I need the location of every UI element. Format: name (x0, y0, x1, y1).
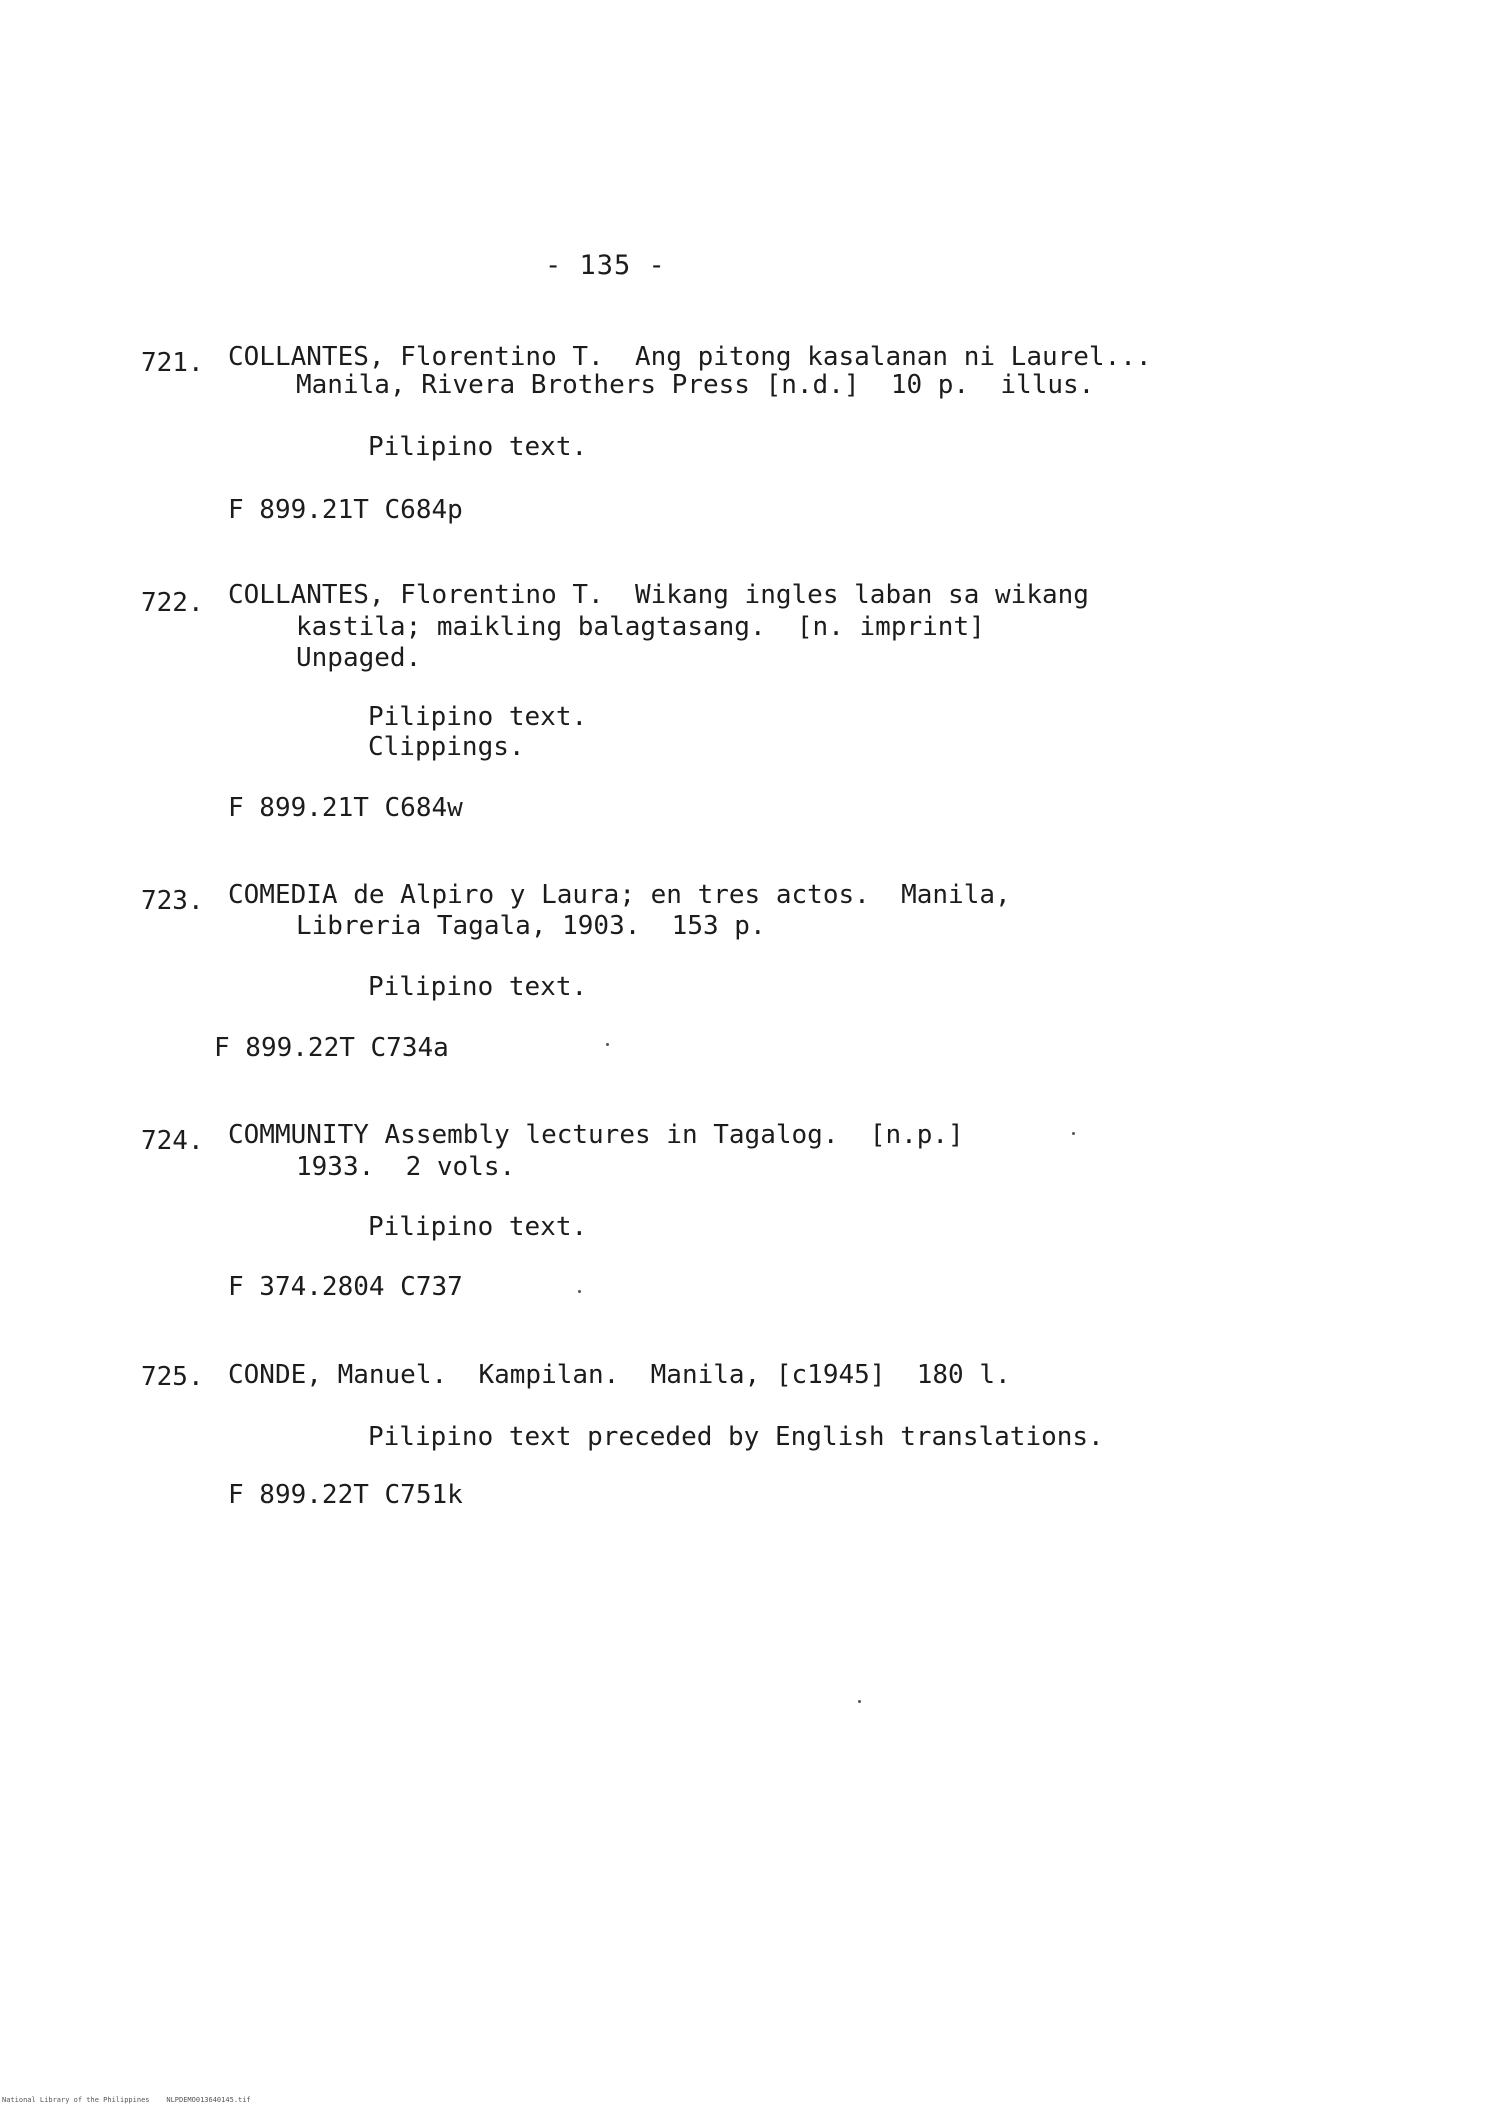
entry-note: Clippings. (368, 732, 525, 762)
entry-line: CONDE, Manuel. Kampilan. Manila, [c1945] 180 l. (228, 1360, 1011, 1390)
entry-line: 1933. 2 vols. (296, 1152, 516, 1182)
entry-line: COMMUNITY Assembly lectures in Tagalog. [n.p.] (228, 1120, 964, 1150)
call-number: F 899.22T C734a (214, 1033, 449, 1063)
entry-note: Pilipino text preceded by English translations. (368, 1422, 1104, 1452)
entry-line: COLLANTES, Florentino T. Wikang ingles laban sa wikang (228, 580, 1089, 610)
entry-number: 723. (141, 886, 204, 916)
call-number: F 899.22T C751k (228, 1480, 463, 1510)
entry-number: 725. (141, 1362, 204, 1392)
scan-speck (858, 1700, 861, 1703)
entry-line: Libreria Tagala, 1903. 153 p. (296, 911, 766, 941)
call-number: F 374.2804 C737 (228, 1272, 463, 1302)
page-number: - 135 - (545, 250, 666, 281)
scan-speck (1072, 1132, 1075, 1135)
entry-line: kastila; maikling balagtasang. [n. imprint] (296, 612, 985, 642)
entry-note: Pilipino text. (368, 1212, 588, 1242)
entry-line: Manila, Rivera Brothers Press [n.d.] 10 p. illus. (296, 370, 1095, 400)
entry-note: Pilipino text. (368, 432, 588, 462)
entry-note: Pilipino text. (368, 702, 588, 732)
entry-number: 721. (141, 348, 204, 378)
entry-number: 722. (141, 588, 204, 618)
entry-number: 724. (141, 1126, 204, 1156)
call-number: F 899.21T C684p (228, 495, 463, 525)
scan-speck (578, 1290, 581, 1293)
entry-note: Pilipino text. (368, 972, 588, 1002)
entry-line: Unpaged. (296, 643, 422, 673)
entry-line: COLLANTES, Florentino T. Ang pitong kasalanan ni Laurel... (228, 342, 1152, 372)
entry-line: COMEDIA de Alpiro y Laura; en tres actos. Manila, (228, 880, 1011, 910)
call-number: F 899.21T C684w (228, 793, 463, 823)
scan-speck (606, 1043, 609, 1046)
scan-footer: National Library of the Philippines NLPDEMO013640145.tif (2, 2096, 251, 2104)
